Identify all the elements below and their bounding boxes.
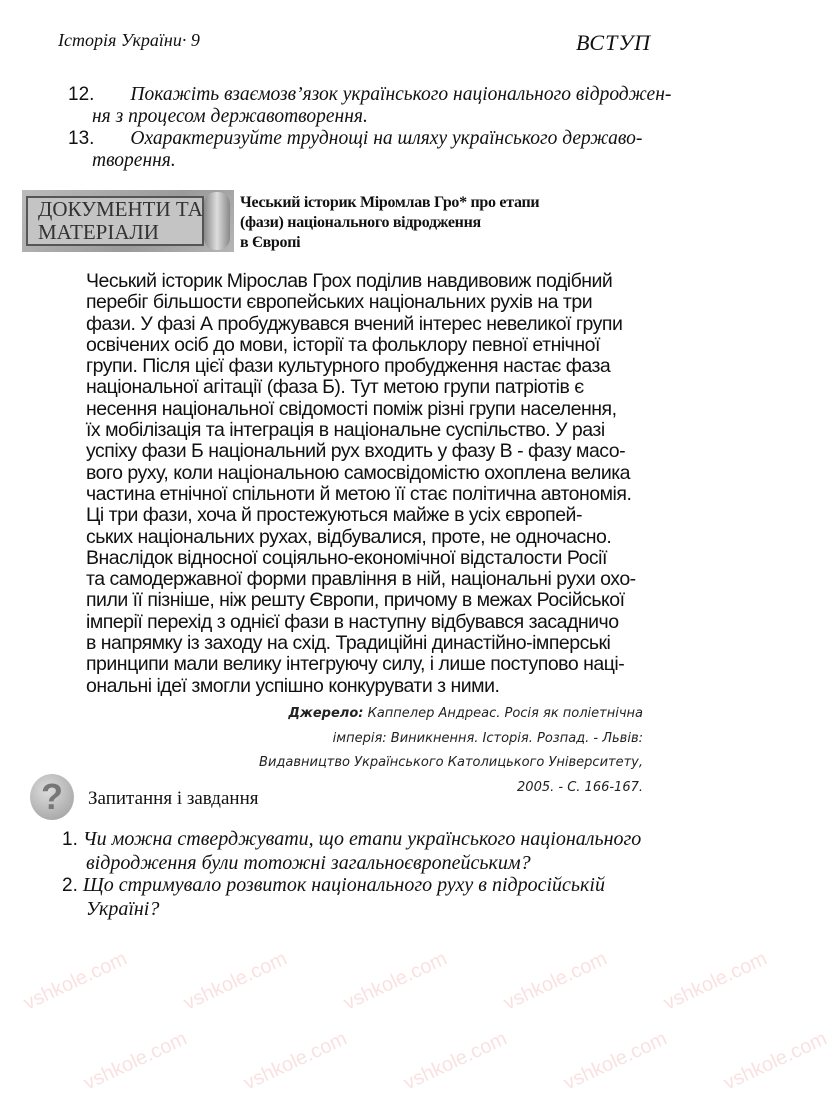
- watermark-text: vshkole.com: [20, 947, 131, 1015]
- question-line: Чи можна стверджувати, що етапи українського національного: [82, 828, 642, 850]
- question-mark-icon: ?: [30, 774, 74, 820]
- questions-title: Запитання і завдання: [88, 788, 259, 809]
- watermark-text: vshkole.com: [560, 1027, 671, 1095]
- question-13: [68, 128, 642, 172]
- body-line: фази. У фазі А пробуджувався вчений інтерес невеликої групи: [86, 312, 623, 335]
- body-line: успіху фази Б національний рух входить у фазу В - фазу масо-: [86, 440, 626, 463]
- scroll-icon: [204, 192, 230, 250]
- watermark-text: vshkole.com: [500, 947, 611, 1015]
- question-12: [68, 84, 671, 128]
- watermark-text: vshkole.com: [180, 947, 291, 1015]
- source-label: Джерело:: [288, 706, 364, 721]
- body-line: несення національної свідомості поміж різні групи населення,: [86, 397, 617, 420]
- body-line: Ці три фази, хоча й простежуються майже в усіх європей-: [86, 504, 582, 527]
- banner-line: МАТЕРІАЛИ: [38, 220, 159, 244]
- question-line: Охарактеризуйте труднощі на шляху українського державо-: [130, 128, 643, 149]
- watermark-text: vshkole.com: [240, 1027, 351, 1095]
- body-line: ональні ідеї змогли успішно конкурувати з ними.: [86, 674, 500, 697]
- watermark-text: vshkole.com: [80, 1027, 191, 1095]
- body-line: пили її пізніше, ніж решту Європи, причому в межах Російської: [86, 589, 625, 612]
- source-line: 2005. - С. 166-167.: [517, 779, 643, 795]
- question-number: 12.: [68, 84, 95, 105]
- source-line: Каппелер Андреас. Росія як поліетнічна: [367, 706, 643, 721]
- body-line: Чеський історик Мірослав Грох поділив навдивовиж подібний: [86, 270, 613, 292]
- title-line: в Європі: [240, 234, 301, 251]
- question-line: відродження були тотожні загальноєвропейським?: [86, 851, 531, 874]
- question-number: 2.: [62, 875, 78, 896]
- title-line: Чеський історик Міромлав Гро* про етапи: [240, 194, 540, 211]
- body-line: принципи мали велику інтегруючу силу, і лише поступово наці-: [86, 653, 625, 676]
- body-line: в напрямку із заходу на схід. Традиційні династійно-імперські: [86, 632, 611, 655]
- body-line: освічених осіб до мови, історії та фольклору певної етнічної: [86, 333, 600, 356]
- question-line: Україні?: [86, 897, 160, 920]
- body-line: групи. Після цієї фази культурного пробудження настає фаза: [86, 355, 611, 378]
- question-line: Покажіть взаємозв’язок українського національного відроджен-: [130, 84, 672, 105]
- body-line: ських національних рухах, відбувалися, проте, не одночасно.: [86, 525, 612, 548]
- body-line: їх мобілізація та інтеграція в національне суспільство. У разі: [86, 419, 605, 442]
- banner-line: ДОКУМЕНТИ ТА: [38, 197, 203, 221]
- questions-list: [62, 828, 641, 920]
- watermark-text: vshkole.com: [660, 947, 771, 1015]
- question-number: 13.: [68, 128, 95, 149]
- watermark-text: vshkole.com: [400, 1027, 511, 1095]
- title-line: (фази) національного відродження: [240, 214, 481, 231]
- source-line: імперія: Виникнення. Історія. Розпад. - Львів:: [332, 730, 643, 746]
- body-line: перебіг більшости європейських національних рухів на три: [86, 291, 593, 314]
- document-body: [86, 271, 636, 697]
- documents-banner: [22, 190, 234, 252]
- body-line: та самодержавної форми правління в ній, національні рухи охо-: [86, 568, 636, 591]
- source-citation: [259, 702, 643, 800]
- body-line: імперії перехід з однієї фази в наступну відбувався засадничо: [86, 610, 619, 633]
- question-line: Що стримувало розвиток національного руху в підросійській: [82, 874, 605, 896]
- body-line: частина етнічної спільноти й метою її стає політична автономія.: [86, 482, 632, 505]
- body-line: національної агітації (фаза Б). Тут метою групи патріотів є: [86, 376, 584, 399]
- watermark-text: vshkole.com: [340, 947, 451, 1015]
- body-line: Внаслідок відносної соціяльно-економічної відсталости Росії: [86, 546, 607, 569]
- question-line: ня з процесом державотворення.: [92, 106, 368, 127]
- document-title: [240, 193, 539, 253]
- question-line: творення.: [92, 150, 176, 171]
- source-line: Видавництво Українського Католицького Університету,: [259, 755, 643, 770]
- question-number: 1.: [62, 829, 78, 850]
- body-line: вого руху, коли національною самосвідомістю охоплена велика: [86, 461, 631, 484]
- book-title: Історія України· 9: [58, 30, 200, 50]
- watermark-text: vshkole.com: [720, 1027, 831, 1095]
- section-title: ВСТУП: [576, 30, 652, 55]
